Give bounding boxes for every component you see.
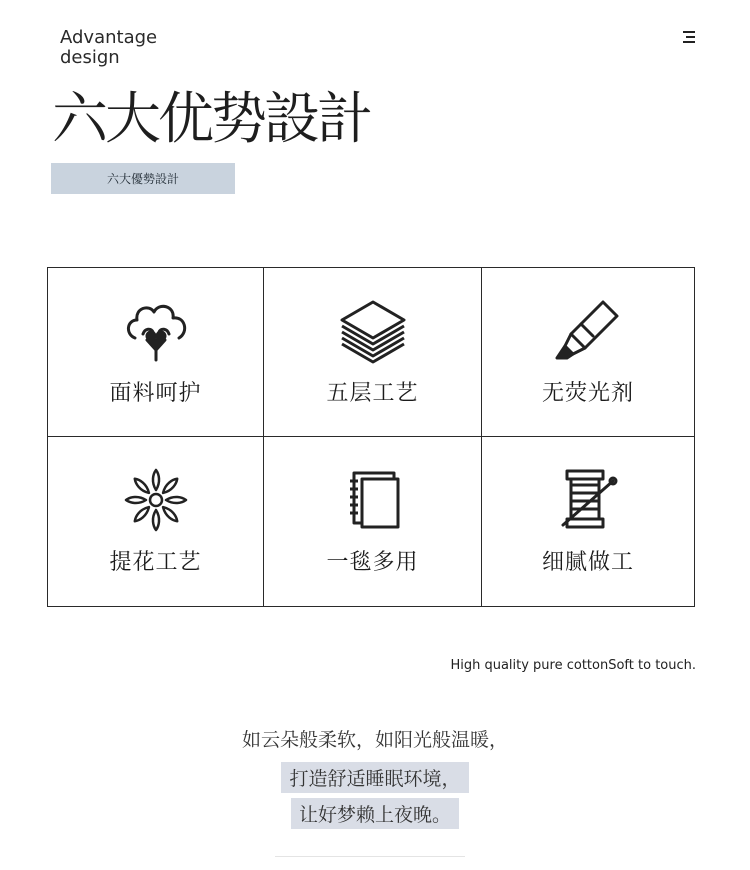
poem-line-1-text: 如云朵般柔软，如阳光般温暖， <box>241 729 508 751</box>
feature-grid <box>47 267 695 607</box>
feature-no-fluorescent <box>482 268 694 437</box>
poem-line-2 <box>0 762 750 793</box>
subtitle-badge: 六大優勢設計 <box>51 163 235 194</box>
cotton-icon <box>121 298 191 364</box>
notebook-icon <box>338 467 408 533</box>
feature-label: 一毯多用 <box>326 550 419 575</box>
poem-line-1 <box>0 725 750 752</box>
feature-label: 面料呵护 <box>109 381 202 406</box>
feature-label: 细腻做工 <box>541 550 634 575</box>
english-heading-line1: Advantage <box>60 27 158 48</box>
page-title: 六大优势設計 <box>52 87 370 152</box>
feature-jacquard <box>48 437 264 606</box>
poem-line-3 <box>0 798 750 829</box>
layers-icon <box>338 298 408 364</box>
poem-line-3-text: 让好梦赖上夜晚。 <box>291 798 459 829</box>
feature-five-layer <box>264 268 482 437</box>
feature-fine-workmanship <box>482 437 694 606</box>
feature-fabric-care <box>48 268 264 437</box>
thread-needle-icon <box>553 467 623 533</box>
english-heading <box>60 28 157 68</box>
feature-multi-use <box>264 437 482 606</box>
menu-icon[interactable] <box>682 31 696 43</box>
poem-line-2-text: 打造舒适睡眠环境， <box>281 762 468 793</box>
feature-label: 五层工艺 <box>326 381 419 406</box>
feature-label: 无荧光剂 <box>541 381 634 406</box>
jacquard-flower-icon <box>121 467 191 533</box>
highlighter-icon <box>553 298 623 364</box>
tagline: High quality pure cottonSoft to touch. <box>450 658 696 673</box>
english-heading-line2: design <box>60 47 120 68</box>
divider <box>275 856 465 857</box>
feature-label: 提花工艺 <box>109 550 202 575</box>
